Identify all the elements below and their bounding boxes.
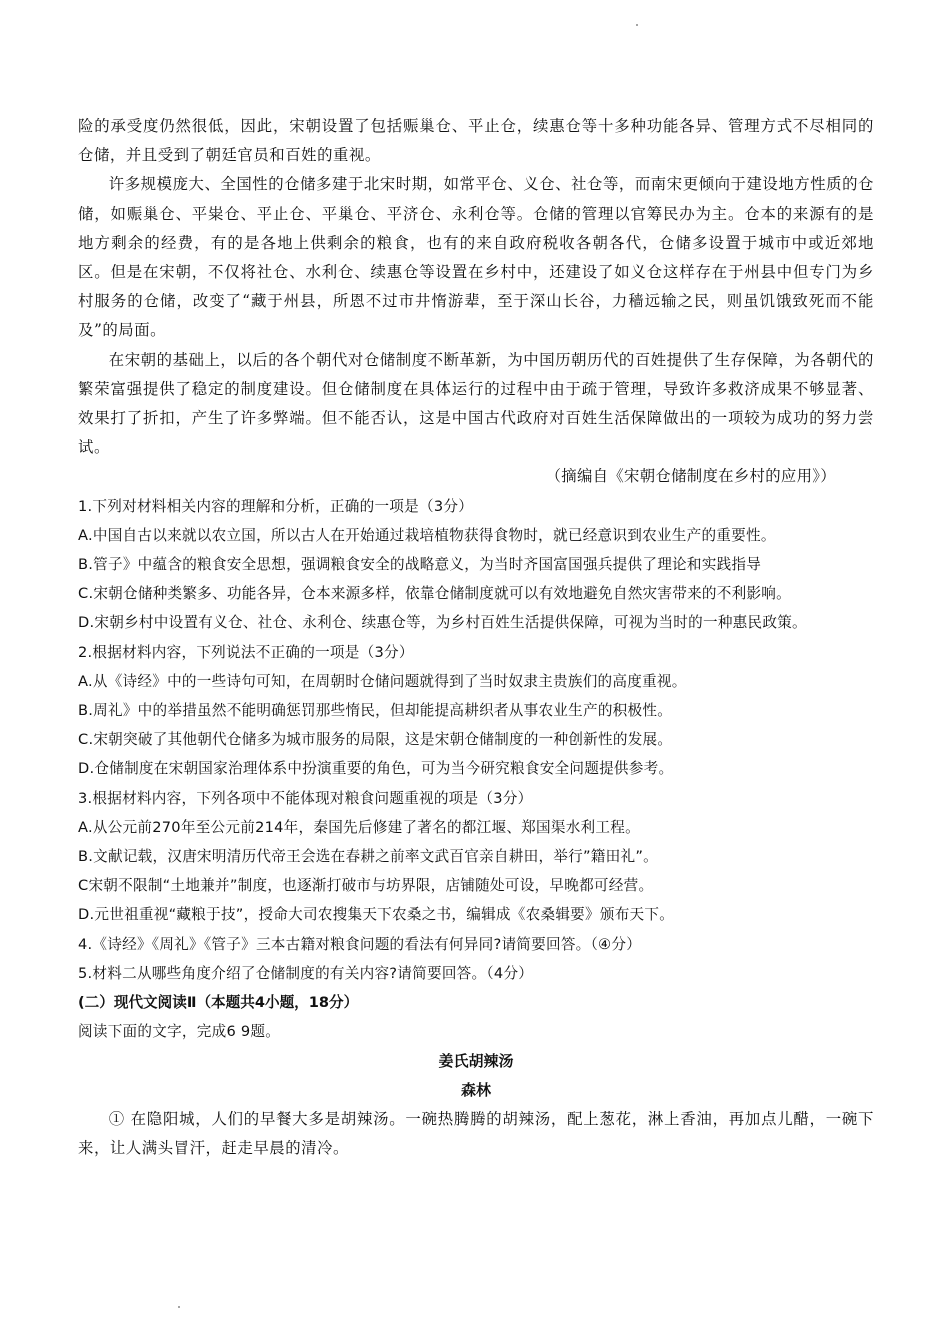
question-1-option-a: A.中国自古以来就以农立国，所以古人在开始通过栽培植物获得食物时，就已经意识到农业生产的重要性。 — [78, 526, 776, 544]
question-3-option-a: A.从公元前270年至公元前214年，秦国先后修建了著名的都江堰、郑国渠水利工程。 — [78, 818, 640, 836]
question-3-option-c: C宋朝不限制“土地兼并”制度，也逐渐打破市与坊界限，店铺随处可设，早晚都可经营。 — [78, 877, 654, 895]
question-1-option-c: C.宋朝仓储种类繁多、功能各异，仓本来源多样，依靠仓储制度就可以有效地避免自然灾害带来的不利影响。 — [78, 585, 791, 603]
story-author: 森林 — [460, 1080, 491, 1099]
question-3-option-b: B.文献记载，汉唐宋明清历代帝王会选在春耕之前率文武百官亲自耕田，举行”籍田礼”。 — [78, 848, 658, 866]
question-2-option-c: C.宋朝突破了其他朝代仓储多为城市服务的局限，这是宋朝仓储制度的一种创新性的发展。 — [78, 731, 673, 749]
scan-speck — [178, 1306, 180, 1308]
document-body — [78, 112, 874, 1163]
material-paragraph-1: 险的承受度仍然很低，因此，宋朝设置了包括赈巢仓、平止仓，续惠仓等十多种功能各异、管理方式不尽相同的仓储，并且受到了朝廷官员和百姓的重视。 — [78, 117, 874, 165]
story-title: 姜氏胡辣汤 — [438, 1051, 514, 1070]
question-4: 4.《诗经》《周礼》《管子》三本古籍对粮食问题的看法有何异同?请简要回答。（④分） — [78, 935, 642, 953]
question-5: 5.材料二从哪些角度介绍了仓储制度的有关内容?请简要回答。（4分） — [78, 964, 534, 982]
question-2-option-a: A.从《诗经》中的一些诗句可知，在周朝时仓储问题就得到了当时奴隶主贵族们的高度重视。 — [78, 672, 687, 690]
story-paragraph-1: ① 在隐阳城，人们的早餐大多是胡辣汤。一碗热腾腾的胡辣汤，配上葱花，淋上香油，再加点儿醋，一碗下来，让人满头冒汗，赶走早晨的清冷。 — [78, 1109, 874, 1158]
question-3-option-d: D.元世祖重视“藏粮于技”，授命大司农搜集天下农桑之书，编辑成《农桑辑要》颁布天下。 — [78, 906, 675, 924]
question-1-option-d: D.宋朝乡村中设置有义仓、社仓、永利仓、续惠仓等，为乡村百姓生活提供保障，可视为当时的一种惠民政策。 — [78, 614, 807, 632]
question-2-option-b: B.周礼》中的举措虽然不能明确惩罚那些惰民，但却能提高耕织者从事农业生产的积极性。 — [78, 702, 673, 720]
question-2-option-d: D.仓储制度在宋朝国家治理体系中扮演重要的角色，可为当今研究粮食安全问题提供参考。 — [78, 760, 674, 778]
material-paragraph-2: 许多规模庞大、全国性的仓储多建于北宋时期，如常平仓、义仓、社仓等，而南宋更倾向于建设地方性质的仓储，如赈巢仓、平粜仓、平止仓、平巢仓、平济仓、永利仓等。仓储的管理以官筹民办为主。仓本的来源有的是地方剩余的经费，有的是各地上供剩余的粮食，也有的来自政府税收各朝各代，仓储多设置于城市中或近郊地区。但是在宋朝，不仅将社仓、水利仓、续惠仓等设置在乡村中，还建设了如义仓这样存在于州县中但专门为乡村服务的仓储，改变了“藏于州县，所恩不过市井惰游辈，至于深山长谷，力穑远输之民，则虽饥饿致死而不能及”的局面。 — [78, 175, 874, 340]
source-note: （摘编自《宋朝仓储制度在乡村的应用》） — [545, 467, 836, 486]
material-paragraph-3: 在宋朝的基础上，以后的各个朝代对仓储制度不断革新，为中国历朝历代的百姓提供了生存保障，为各朝代的繁荣富强提供了稳定的制度建设。但仓储制度在具体运行的过程中由于疏于管理，导致许多救济成果不够显著、效果打了折扣，产生了许多弊端。但不能否认，这是中国古代政府对百姓生活保障做出的一项较为成功的努力尝试。 — [78, 350, 874, 457]
question-3-stem: 3.根据材料内容，下列各项中不能体现对粮食问题重视的项是（3分） — [78, 789, 533, 807]
scan-speck — [636, 24, 638, 26]
question-1-stem: 1.下列对材料相关内容的理解和分析，正确的一项是（3分） — [78, 497, 474, 515]
section-instruction: 阅读下面的文字，完成6 9题。 — [78, 1023, 281, 1041]
question-1-option-b: B.管子》中蕴含的粮食安全思想，强调粮食安全的战略意义，为当时齐国富国强兵提供了理论和实践指导 — [78, 556, 762, 574]
question-2-stem: 2.根据材料内容，下列说法不正确的一项是（3分） — [78, 643, 414, 661]
section-heading: (二）现代文阅读Ⅱ（本题共4小题，18分） — [78, 994, 359, 1012]
